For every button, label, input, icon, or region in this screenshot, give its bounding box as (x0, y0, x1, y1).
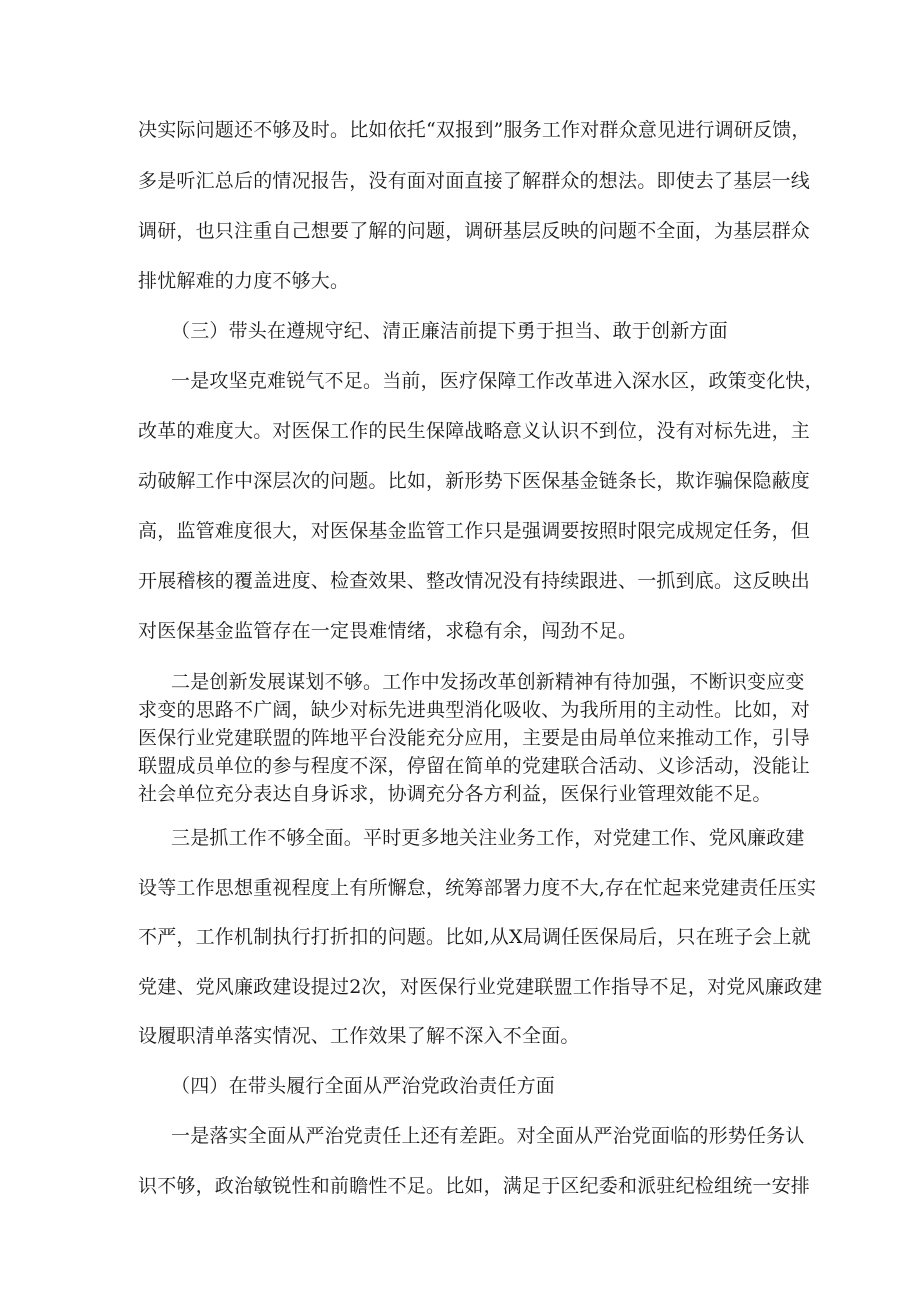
paragraph-line: 一是攻坚克难锐气不足。当前，医疗保障工作改革进入深水区，政策变化快， (171, 370, 824, 392)
paragraph-line: 三是抓工作不够全面。平时更多地关注业务工作，对党建工作、党风廉政建 (171, 827, 805, 849)
paragraph-line: 联盟成员单位的参与程度不深，停留在简单的党建联合活动、义诊活动，没能让 (138, 755, 811, 777)
paragraph-line: 改革的难度大。对医保工作的民生保障战略意义认识不到位，没有对标先进，主 (138, 420, 811, 442)
paragraph-line: 医保行业党建联盟的阵地平台没能充分应用，主要是由局单位来推动工作，引导 (138, 727, 811, 749)
paragraph-line: 设等工作思想重视程度上有所懈怠，统筹部署力度不大,存在忙起来党建责任压实 (138, 877, 817, 899)
paragraph-line: 设履职清单落实情况、工作效果了解不深入不全面。 (138, 1025, 580, 1047)
paragraph-line: 调研，也只注重自己想要了解的问题，调研基层反映的问题不全面，为基层群众 (138, 220, 811, 242)
paragraph-line: 识不够，政治敏锐性和前瞻性不足。比如，满足于区纪委和派驻纪检组统一安排 (138, 1175, 811, 1197)
section-heading: （四）在带头履行全面从严治党政治责任方面 (171, 1075, 556, 1097)
paragraph-line: 高，监管难度很大，对医保基金监管工作只是强调要按照时限完成规定任务，但 (138, 520, 811, 542)
paragraph-line: 社会单位充分表达自身诉求，协调充分各方利益，医保行业管理效能不足。 (138, 783, 772, 805)
paragraph-line: 党建、党风廉政建设提过2次，对医保行业党建联盟工作指导不足，对党风廉政建 (138, 976, 823, 998)
paragraph-line: 决实际问题还不够及时。比如依托“双报到”服务工作对群众意见进行调研反馈， (138, 119, 811, 141)
paragraph-line: 不严，工作机制执行打折扣的问题。比如,从X局调任医保局后，只在班子会上就 (138, 926, 811, 948)
paragraph-line: 开展稽核的覆盖进度、检查效果、整改情况没有持续跟进、一抓到底。这反映出 (138, 570, 811, 592)
paragraph-line: 排忧解难的力度不够大。 (138, 270, 350, 292)
paragraph-line: 二是创新发展谋划不够。工作中发扬改革创新精神有待加强，不断识变应变 (171, 671, 805, 693)
paragraph-line: 求变的思路不广阔，缺少对标先进典型消化吸收、为我所用的主动性。比如，对 (138, 699, 811, 721)
section-heading: （三）带头在遵规守纪、清正廉洁前提下勇于担当、敢于创新方面 (171, 320, 728, 342)
paragraph-line: 一是落实全面从严治党责任上还有差距。对全面从严治党面临的形势任务认 (171, 1125, 805, 1147)
paragraph-line: 动破解工作中深层次的问题。比如，新形势下医保基金链条长，欺诈骗保隐蔽度 (138, 470, 811, 492)
paragraph-line: 对医保基金监管存在一定畏难情绪，求稳有余，闯劲不足。 (138, 620, 638, 642)
paragraph-line: 多是听汇总后的情况报告，没有面对面直接了解群众的想法。即使去了基层一线 (138, 170, 811, 192)
